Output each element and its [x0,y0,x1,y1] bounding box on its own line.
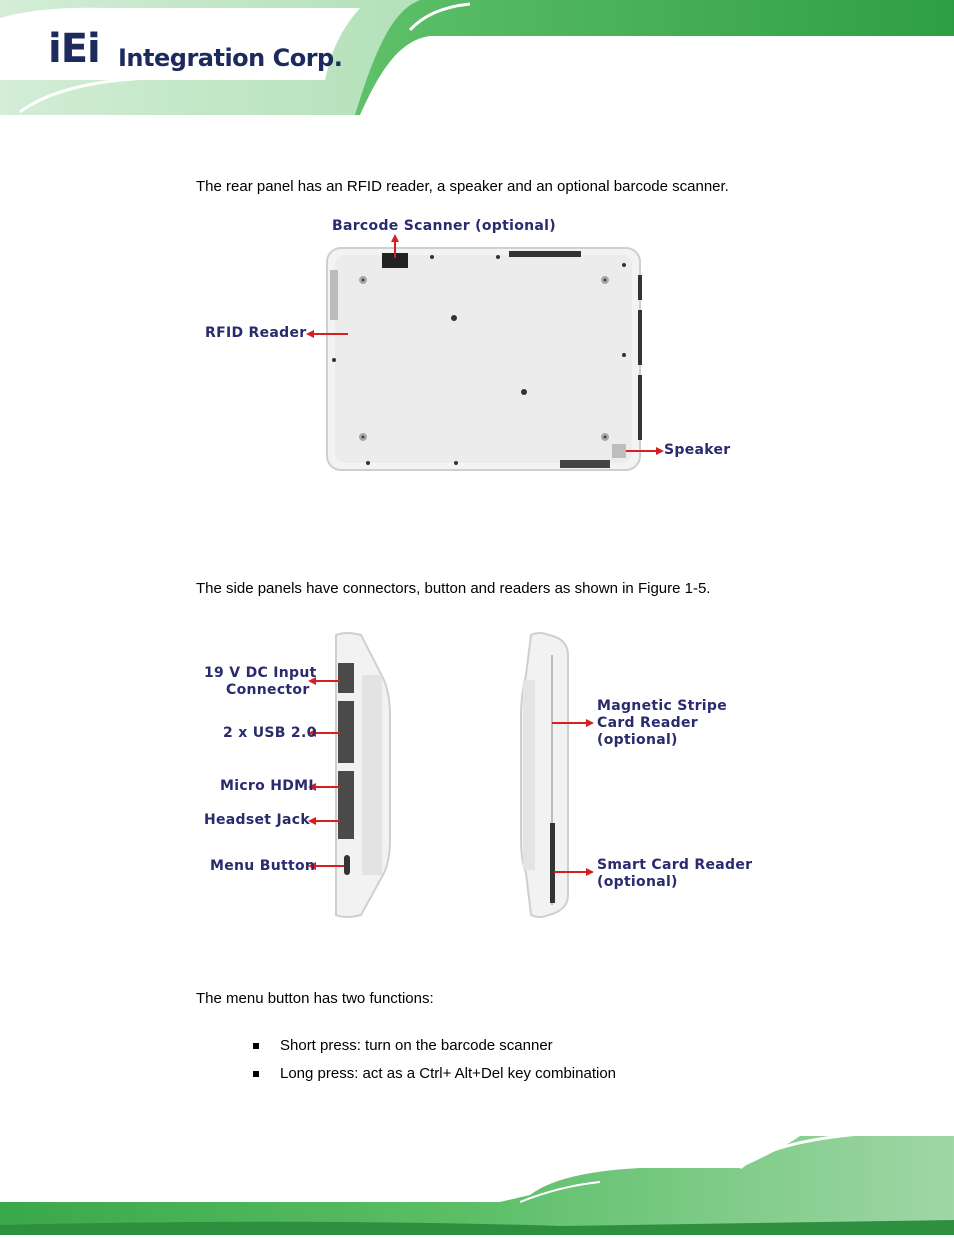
label-msr-3: (optional) [597,732,678,748]
label-usb: 2 x USB 2.0 [223,725,317,741]
list-item: Long press: act as a Ctrl+ Alt+Del key combination [280,1065,617,1082]
label-msr-1: Magnetic Stripe [597,698,728,714]
menu-button-intro: The menu button has two functions: [196,990,434,1007]
rear-panel-image [196,215,756,480]
bullet-marker [253,1043,259,1049]
rear-panel-figure [196,215,756,480]
label-rfid-reader: RFID Reader [205,325,307,341]
label-headset-jack: Headset Jack [204,812,310,828]
label-dc-input-2: Connector [226,682,310,698]
logo-text: Integration Corp. [118,44,343,72]
label-dc-input-1: 19 V DC Input [204,665,317,681]
rear-panel-intro: The rear panel has an RFID reader, a speaker and an optional barcode scanner. [196,178,729,195]
header-banner [0,0,954,115]
logo-mark: iEi [48,26,100,72]
label-micro-hdmi: Micro HDMI [220,778,314,794]
label-smart-card-1: Smart Card Reader [597,857,753,873]
label-msr-2: Card Reader [597,715,698,731]
footer-banner [0,1130,954,1235]
bullet-marker [253,1071,259,1077]
side-panels-figure [196,625,756,925]
label-speaker: Speaker [664,442,731,458]
label-menu-button: Menu Button [210,858,316,874]
label-barcode-scanner: Barcode Scanner (optional) [332,218,556,234]
footer-decoration [0,1130,954,1235]
list-item: Short press: turn on the barcode scanner [280,1037,553,1054]
side-panels-intro: The side panels have connectors, button and readers as shown in Figure 1-5. [196,580,711,597]
label-smart-card-2: (optional) [597,874,678,890]
